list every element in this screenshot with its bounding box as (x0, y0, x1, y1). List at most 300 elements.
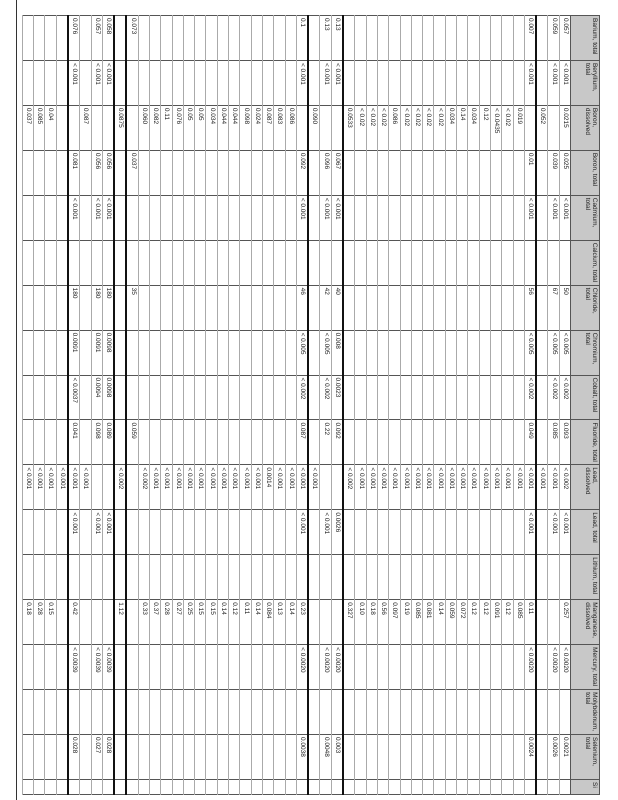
table-cell (45, 420, 56, 465)
column-header: Manganese, dissolved (571, 600, 600, 645)
table-cell (320, 690, 331, 735)
table-cell: 0.01 (524, 150, 536, 195)
table-cell (513, 285, 524, 330)
table-cell (285, 330, 296, 375)
table-cell (262, 735, 273, 780)
table-cell: 0.049 (524, 420, 536, 465)
table-cell (22, 735, 33, 780)
table-cell (423, 420, 434, 465)
table-row (150, 16, 161, 795)
table-cell: < 0.001 (548, 510, 559, 555)
table-row (524, 16, 536, 795)
table-cell (114, 420, 126, 465)
table-cell (434, 330, 445, 375)
table-cell (251, 60, 262, 105)
table-cell (411, 555, 422, 600)
table-row (285, 16, 296, 795)
table-cell (195, 285, 206, 330)
table-cell (229, 60, 240, 105)
table-cell (262, 645, 273, 690)
table-cell (161, 195, 172, 240)
table-row (536, 16, 548, 795)
table-row (68, 16, 80, 795)
table-cell (206, 375, 217, 420)
table-cell (502, 780, 513, 795)
table-cell (80, 150, 91, 195)
table-cell: < 0.001 (366, 465, 377, 510)
table-cell (457, 60, 468, 105)
table-row (296, 16, 308, 795)
table-row (366, 16, 377, 795)
table-cell (229, 240, 240, 285)
table-cell (308, 420, 320, 465)
table-cell (217, 420, 228, 465)
table-cell (150, 150, 161, 195)
table-cell (161, 375, 172, 420)
table-cell (34, 780, 45, 795)
table-row (126, 16, 138, 795)
table-cell (536, 195, 548, 240)
table-cell (217, 16, 228, 61)
table-cell (468, 735, 479, 780)
table-cell: < 0.001 (524, 60, 536, 105)
table-cell (411, 16, 422, 61)
table-cell: < 0.001 (445, 465, 456, 510)
table-cell: < 0.002 (114, 465, 126, 510)
table-cell (389, 555, 400, 600)
table-cell (262, 510, 273, 555)
table-cell (138, 375, 149, 420)
table-cell (80, 240, 91, 285)
table-cell: < 0.001 (513, 465, 524, 510)
table-cell (68, 690, 80, 735)
table-cell (389, 780, 400, 795)
table-cell: 0.15 (45, 600, 56, 645)
table-cell: 0.087 (80, 105, 91, 150)
table-cell (400, 240, 411, 285)
table-cell (251, 375, 262, 420)
table-cell (468, 285, 479, 330)
table-cell (389, 330, 400, 375)
table-cell (114, 330, 126, 375)
table-cell (468, 510, 479, 555)
table-cell (308, 240, 320, 285)
table-cell (195, 780, 206, 795)
table-cell (308, 330, 320, 375)
table-cell (479, 60, 490, 105)
table-cell (217, 240, 228, 285)
table-cell (56, 240, 68, 285)
table-cell (195, 690, 206, 735)
table-cell (308, 60, 320, 105)
table-cell (331, 600, 343, 645)
table-cell (251, 240, 262, 285)
table-cell: 0.096 (320, 150, 331, 195)
table-cell (56, 420, 68, 465)
table-cell (468, 16, 479, 61)
table-cell (126, 555, 138, 600)
table-cell (423, 510, 434, 555)
table-cell (389, 16, 400, 61)
table-cell (502, 375, 513, 420)
table-cell: 0.028 (102, 735, 114, 780)
table-cell (502, 735, 513, 780)
table-cell (479, 16, 490, 61)
table-cell: 0.0048 (320, 735, 331, 780)
table-cell (434, 60, 445, 105)
table-row (172, 16, 183, 795)
table-cell (150, 195, 161, 240)
table-cell (308, 16, 320, 61)
table-cell (138, 16, 149, 61)
table-cell (445, 16, 456, 61)
table-cell: < 0.005 (320, 330, 331, 375)
table-cell (502, 240, 513, 285)
table-cell (331, 780, 343, 795)
table-cell (80, 420, 91, 465)
table-cell: 0.084 (262, 600, 273, 645)
table-cell (513, 555, 524, 600)
table-cell (251, 285, 262, 330)
table-cell (22, 285, 33, 330)
table-cell (68, 105, 80, 150)
table-cell (536, 60, 548, 105)
table-row (161, 16, 172, 795)
table-cell (206, 16, 217, 61)
table-cell (183, 645, 194, 690)
table-cell (331, 465, 343, 510)
table-cell: 0.257 (559, 600, 570, 645)
table-cell (206, 510, 217, 555)
table-cell (366, 735, 377, 780)
table-cell (114, 16, 126, 61)
table-cell (400, 150, 411, 195)
table-cell: < 0.0039 (102, 645, 114, 690)
table-cell (320, 105, 331, 150)
table-cell (411, 285, 422, 330)
table-cell (172, 735, 183, 780)
table-cell (217, 690, 228, 735)
table-body (22, 16, 570, 795)
table-cell (457, 645, 468, 690)
table-cell: 0.056 (91, 150, 102, 195)
table-cell (126, 240, 138, 285)
table-cell (411, 195, 422, 240)
table-cell (285, 285, 296, 330)
table-cell (366, 780, 377, 795)
table-cell (195, 150, 206, 195)
table-cell (366, 375, 377, 420)
table-cell (355, 60, 366, 105)
table-cell: < 0.001 (468, 465, 479, 510)
table-cell (343, 510, 355, 555)
table-cell: 180 (68, 285, 80, 330)
table-cell (183, 150, 194, 195)
table-cell (366, 420, 377, 465)
table-cell (490, 690, 501, 735)
table-cell (114, 195, 126, 240)
table-cell (536, 240, 548, 285)
table-cell (240, 60, 251, 105)
table-cell (80, 600, 91, 645)
table-cell (434, 375, 445, 420)
table-cell: < 0.002 (343, 465, 355, 510)
table-cell (377, 150, 388, 195)
table-cell (343, 645, 355, 690)
table-cell (377, 510, 388, 555)
table-cell: < 0.001 (102, 510, 114, 555)
table-cell (490, 285, 501, 330)
table-cell (502, 60, 513, 105)
table-cell (240, 510, 251, 555)
table-cell: < 0.002 (548, 375, 559, 420)
table-cell (513, 690, 524, 735)
table-cell: 0.092 (331, 420, 343, 465)
table-cell (468, 330, 479, 375)
table-cell (377, 645, 388, 690)
table-cell: < 0.001 (195, 465, 206, 510)
table-cell: 0.15 (206, 600, 217, 645)
table-cell (150, 420, 161, 465)
table-cell (45, 16, 56, 61)
table-cell (126, 375, 138, 420)
table-cell (457, 555, 468, 600)
table-cell: < 0.001 (161, 465, 172, 510)
table-cell (524, 780, 536, 795)
table-cell (524, 105, 536, 150)
table-cell (34, 16, 45, 61)
table-cell (355, 645, 366, 690)
table-cell (490, 510, 501, 555)
table-cell: < 0.001 (251, 465, 262, 510)
table-cell (445, 645, 456, 690)
table-cell (206, 285, 217, 330)
table-cell (389, 510, 400, 555)
table-cell (457, 510, 468, 555)
table-cell: < 0.001 (102, 195, 114, 240)
table-cell (229, 16, 240, 61)
table-cell: 0.04 (45, 105, 56, 150)
table-row (377, 16, 388, 795)
table-cell: 0.14 (285, 600, 296, 645)
table-cell (34, 690, 45, 735)
table-row (423, 16, 434, 795)
table-cell (102, 555, 114, 600)
table-cell (206, 330, 217, 375)
table-cell (138, 645, 149, 690)
column-header: Beryllium, total (571, 60, 600, 105)
table-cell (262, 330, 273, 375)
table-cell (102, 690, 114, 735)
column-header: Cadmium, total (571, 195, 600, 240)
table-cell: 0.0091 (68, 330, 80, 375)
table-cell (285, 240, 296, 285)
table-cell (389, 60, 400, 105)
column-header: Selenium, total (571, 735, 600, 780)
table-cell (355, 555, 366, 600)
table-cell (343, 735, 355, 780)
table-cell: 0.060 (138, 105, 149, 150)
table-cell (229, 420, 240, 465)
table-cell (434, 510, 445, 555)
table-cell (434, 690, 445, 735)
table-cell (34, 645, 45, 690)
table-cell (56, 510, 68, 555)
table-cell (183, 420, 194, 465)
table-cell (490, 60, 501, 105)
table-cell (206, 645, 217, 690)
table-cell (251, 510, 262, 555)
table-cell (366, 555, 377, 600)
table-cell: < 0.02 (434, 105, 445, 150)
table-cell (262, 375, 273, 420)
table-cell: 40 (331, 285, 343, 330)
table-cell (457, 330, 468, 375)
table-row (320, 16, 331, 795)
table-cell: < 0.001 (68, 510, 80, 555)
table-cell (22, 690, 33, 735)
table-cell (161, 16, 172, 61)
table-cell (411, 735, 422, 780)
table-cell (274, 195, 285, 240)
table-cell (343, 780, 355, 795)
table-cell (434, 780, 445, 795)
table-cell: 0.15 (195, 600, 206, 645)
table-cell (524, 690, 536, 735)
table-cell (445, 690, 456, 735)
table-cell (195, 195, 206, 240)
table-cell: < 0.001 (490, 465, 501, 510)
table-cell (56, 645, 68, 690)
table-cell: 0.18 (22, 600, 33, 645)
table-cell (229, 645, 240, 690)
table-cell (559, 555, 570, 600)
table-cell: < 0.001 (320, 195, 331, 240)
table-cell (183, 60, 194, 105)
table-cell (445, 195, 456, 240)
table-row (479, 16, 490, 795)
table-cell (536, 600, 548, 645)
table-cell (355, 150, 366, 195)
table-cell (389, 690, 400, 735)
table-cell (138, 240, 149, 285)
table-cell: < 0.001 (91, 60, 102, 105)
table-cell: 0.044 (229, 105, 240, 150)
table-cell (138, 780, 149, 795)
table-cell: < 0.001 (423, 465, 434, 510)
table-cell (22, 555, 33, 600)
table-cell: < 0.001 (80, 465, 91, 510)
table-cell (161, 510, 172, 555)
table-cell (56, 690, 68, 735)
table-cell: < 0.002 (559, 465, 570, 510)
table-cell (423, 690, 434, 735)
table-cell: < 0.001 (150, 465, 161, 510)
table-cell (479, 735, 490, 780)
table-cell (195, 16, 206, 61)
table-cell (114, 735, 126, 780)
table-cell (389, 195, 400, 240)
table-cell: 0.14 (434, 600, 445, 645)
table-cell (183, 195, 194, 240)
table-cell (56, 555, 68, 600)
table-cell: < 0.001 (559, 60, 570, 105)
table-cell (195, 645, 206, 690)
table-cell (102, 240, 114, 285)
table-cell (377, 195, 388, 240)
table-cell (400, 555, 411, 600)
table-cell (389, 240, 400, 285)
table-cell (274, 555, 285, 600)
table-cell: < 0.0039 (91, 645, 102, 690)
table-cell (513, 420, 524, 465)
column-header: Calcium, total (571, 240, 600, 285)
table-cell (400, 735, 411, 780)
table-cell (161, 645, 172, 690)
table-cell: < 0.002 (320, 375, 331, 420)
table-cell (138, 330, 149, 375)
table-cell (423, 375, 434, 420)
table-cell (251, 420, 262, 465)
table-cell (423, 555, 434, 600)
table-cell: < 0.0020 (548, 645, 559, 690)
table-cell (114, 150, 126, 195)
table-cell: 0.098 (240, 105, 251, 150)
table-cell (331, 555, 343, 600)
table-cell (355, 16, 366, 61)
table-cell: < 0.001 (68, 60, 80, 105)
table-cell (423, 330, 434, 375)
table-cell (434, 645, 445, 690)
table-cell: 0.085 (34, 105, 45, 150)
table-cell (91, 690, 102, 735)
table-cell: < 0.001 (331, 60, 343, 105)
table-cell: 0.034 (206, 105, 217, 150)
table-cell (206, 690, 217, 735)
table-cell: 0.14 (251, 600, 262, 645)
table-cell (56, 375, 68, 420)
column-header: Si (571, 780, 600, 795)
table-cell: 0.0094 (91, 375, 102, 420)
table-cell (161, 555, 172, 600)
table-cell (423, 240, 434, 285)
table-cell (161, 150, 172, 195)
table-cell (138, 735, 149, 780)
table-cell (80, 16, 91, 61)
table-cell (479, 645, 490, 690)
table-cell (68, 555, 80, 600)
table-cell (206, 780, 217, 795)
table-cell: 0.25 (183, 600, 194, 645)
table-cell (183, 690, 194, 735)
table-cell (536, 285, 548, 330)
table-cell (274, 285, 285, 330)
table-cell: 0.057 (559, 16, 570, 61)
table-cell: < 0.005 (548, 330, 559, 375)
table-cell (172, 555, 183, 600)
table-cell (366, 16, 377, 61)
table-cell (91, 465, 102, 510)
table-cell (22, 150, 33, 195)
table-cell (479, 330, 490, 375)
table-cell: 0.059 (548, 16, 559, 61)
table-cell (56, 195, 68, 240)
table-cell: < 0.001 (56, 465, 68, 510)
table-cell (389, 645, 400, 690)
table-cell (468, 150, 479, 195)
table-row (490, 16, 501, 795)
table-cell: 0.003 (331, 735, 343, 780)
